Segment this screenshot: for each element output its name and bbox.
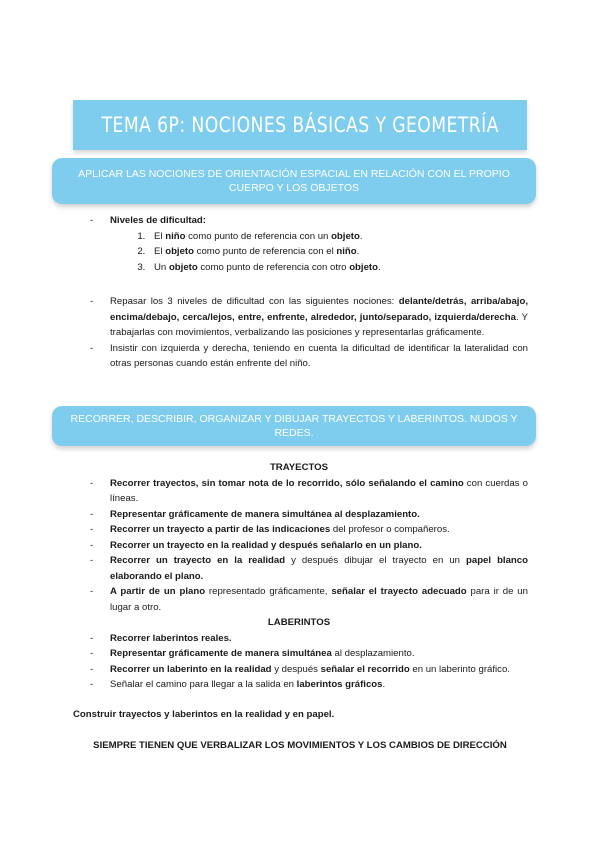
- section2-banner: [52, 406, 536, 446]
- section1-content: [90, 213, 528, 372]
- list-item: - Recorrer un trayecto en la realidad y después señalarlo en un plano.: [90, 538, 528, 554]
- page-title: TEMA 6P: NOCIONES BÁSICAS Y GEOMETRÍA: [101, 113, 499, 137]
- levels-heading: Niveles de dificultad:: [110, 215, 206, 226]
- closing-statement: Construir trayectos y laberintos en la realidad y en papel.: [73, 709, 335, 720]
- level-item: 1. El niño como punto de referencia con un objeto.: [148, 229, 528, 245]
- final-note: SIEMPRE TIENEN QUE VERBALIZAR LOS MOVIMIENTOS Y LOS CAMBIOS DE DIRECCIÓN: [93, 740, 507, 751]
- list-item-levels: [90, 213, 528, 294]
- trayectos-heading: TRAYECTOS: [269, 462, 329, 473]
- section2-title: RECORRER, DESCRIBIR, ORGANIZAR Y DIBUJAR TRAYECTOS Y LABERINTOS. NUDOS Y REDES.: [70, 413, 518, 439]
- list-item: - Recorrer un laberinto en la realidad y después señalar el recorrido en un laberinto gráfico.: [90, 662, 528, 678]
- list-item: - Recorrer un trayecto en la realidad y después dibujar el trayecto en un papel blanco elaborando el plano.: [90, 553, 528, 584]
- list-item: - Recorrer trayectos, sin tomar nota de lo recorrido, sólo señalando el camino con cuerdas o líneas.: [90, 476, 528, 507]
- list-item-laterality: - Insistir con izquierda y derecha, teniendo en cuenta la dificultad de identificar la lateralidad con otras personas cuando están enfrente del niño.: [90, 341, 528, 372]
- list-item: - Recorrer un trayecto a partir de las indicaciones del profesor o compañeros.: [90, 522, 528, 538]
- list-item: - Recorrer laberintos reales.: [90, 631, 528, 647]
- list-item: - Representar gráficamente de manera simultánea al desplazamiento.: [90, 507, 528, 523]
- section1-title: APLICAR LAS NOCIONES DE ORIENTACIÓN ESPACIAL EN RELACIÓN CON EL PROPIO CUERPO Y LOS OBJETOS: [78, 168, 510, 194]
- levels-list: [110, 229, 528, 276]
- list-item: - Señalar el camino para llegar a la salida en laberintos gráficos.: [90, 677, 528, 693]
- level-item: 3. Un objeto como punto de referencia con otro objeto.: [148, 260, 528, 276]
- laberintos-heading: LABERINTOS: [267, 617, 331, 628]
- section1-banner: [52, 158, 536, 204]
- list-item: - A partir de un plano representado gráficamente, señalar el trayecto adecuado para ir de un lugar a otro.: [90, 584, 528, 615]
- list-item: - Representar gráficamente de manera simultánea al desplazamiento.: [90, 646, 528, 662]
- title-banner: [73, 100, 527, 150]
- level-item: 2. El objeto como punto de referencia con el niño.: [148, 244, 528, 260]
- section2-content: [90, 460, 528, 693]
- list-item-notions: - Repasar los 3 niveles de dificultad con las siguientes nociones: delante/detrás, arriba/abajo, encima/debajo, cerca/lejos, entre, enfrente, alrededor, junto/separado, izquierda/derecha. Y trabajarlas con movimientos, verbalizando las posiciones y representarlas gráficamente.: [90, 294, 528, 341]
